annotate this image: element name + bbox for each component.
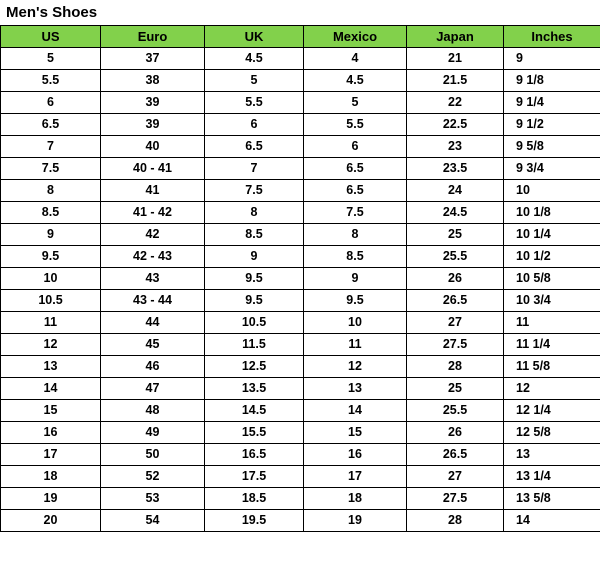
cell-uk: 8 (205, 202, 304, 224)
cell-mexico: 8.5 (304, 246, 407, 268)
column-header-us: US (1, 26, 101, 48)
cell-mexico: 8 (304, 224, 407, 246)
cell-inches: 9 (504, 48, 600, 70)
cell-mexico: 12 (304, 356, 407, 378)
table-row (1, 114, 600, 136)
cell-uk: 6.5 (205, 136, 304, 158)
cell-uk: 17.5 (205, 466, 304, 488)
cell-us: 7.5 (1, 158, 101, 180)
table-row (1, 334, 600, 356)
cell-japan: 21.5 (407, 70, 504, 92)
cell-mexico: 15 (304, 422, 407, 444)
table-row (1, 422, 600, 444)
table-row (1, 92, 600, 114)
page-title: Men's Shoes (6, 4, 98, 21)
cell-japan: 27 (407, 312, 504, 334)
cell-inches: 10 1/2 (504, 246, 600, 268)
cell-inches: 10 (504, 180, 600, 202)
cell-inches: 10 5/8 (504, 268, 600, 290)
cell-euro: 44 (101, 312, 205, 334)
cell-japan: 28 (407, 356, 504, 378)
mens-shoes-size-table (0, 25, 600, 532)
cell-mexico: 9 (304, 268, 407, 290)
cell-uk: 18.5 (205, 488, 304, 510)
cell-us: 20 (1, 510, 101, 532)
cell-inches: 9 1/8 (504, 70, 600, 92)
table-row (1, 466, 600, 488)
cell-uk: 5 (205, 70, 304, 92)
cell-japan: 28 (407, 510, 504, 532)
cell-uk: 9.5 (205, 268, 304, 290)
cell-euro: 38 (101, 70, 205, 92)
table-row (1, 290, 600, 312)
cell-us: 8 (1, 180, 101, 202)
column-header-japan: Japan (407, 26, 504, 48)
cell-mexico: 9.5 (304, 290, 407, 312)
cell-mexico: 18 (304, 488, 407, 510)
cell-euro: 43 - 44 (101, 290, 205, 312)
cell-japan: 26 (407, 268, 504, 290)
table-row (1, 158, 600, 180)
cell-euro: 41 - 42 (101, 202, 205, 224)
cell-euro: 42 - 43 (101, 246, 205, 268)
cell-japan: 26 (407, 422, 504, 444)
cell-uk: 13.5 (205, 378, 304, 400)
cell-japan: 27.5 (407, 488, 504, 510)
cell-euro: 47 (101, 378, 205, 400)
cell-us: 5.5 (1, 70, 101, 92)
cell-mexico: 6 (304, 136, 407, 158)
cell-inches: 12 (504, 378, 600, 400)
cell-japan: 21 (407, 48, 504, 70)
column-header-inches: Inches (504, 26, 600, 48)
table-header-row (1, 26, 600, 48)
cell-mexico: 5 (304, 92, 407, 114)
cell-mexico: 7.5 (304, 202, 407, 224)
cell-japan: 22 (407, 92, 504, 114)
column-header-uk: UK (205, 26, 304, 48)
cell-inches: 9 3/4 (504, 158, 600, 180)
cell-japan: 23 (407, 136, 504, 158)
cell-uk: 9 (205, 246, 304, 268)
cell-us: 10.5 (1, 290, 101, 312)
cell-uk: 9.5 (205, 290, 304, 312)
cell-us: 10 (1, 268, 101, 290)
cell-uk: 4.5 (205, 48, 304, 70)
cell-us: 8.5 (1, 202, 101, 224)
cell-japan: 24 (407, 180, 504, 202)
cell-japan: 22.5 (407, 114, 504, 136)
cell-euro: 48 (101, 400, 205, 422)
cell-euro: 40 (101, 136, 205, 158)
cell-inches: 9 1/2 (504, 114, 600, 136)
cell-mexico: 6.5 (304, 180, 407, 202)
cell-us: 13 (1, 356, 101, 378)
table-row (1, 202, 600, 224)
cell-inches: 9 1/4 (504, 92, 600, 114)
cell-japan: 26.5 (407, 290, 504, 312)
cell-japan: 25 (407, 224, 504, 246)
table-row (1, 136, 600, 158)
table-row (1, 268, 600, 290)
cell-inches: 10 3/4 (504, 290, 600, 312)
cell-uk: 10.5 (205, 312, 304, 334)
table-row (1, 224, 600, 246)
cell-inches: 13 5/8 (504, 488, 600, 510)
cell-us: 19 (1, 488, 101, 510)
cell-inches: 9 5/8 (504, 136, 600, 158)
cell-inches: 14 (504, 510, 600, 532)
table-row (1, 444, 600, 466)
cell-mexico: 13 (304, 378, 407, 400)
cell-mexico: 17 (304, 466, 407, 488)
table-row (1, 488, 600, 510)
cell-inches: 13 1/4 (504, 466, 600, 488)
table-row (1, 70, 600, 92)
cell-us: 6 (1, 92, 101, 114)
cell-mexico: 4 (304, 48, 407, 70)
cell-inches: 12 1/4 (504, 400, 600, 422)
cell-euro: 46 (101, 356, 205, 378)
cell-inches: 11 (504, 312, 600, 334)
cell-euro: 53 (101, 488, 205, 510)
cell-mexico: 5.5 (304, 114, 407, 136)
cell-us: 9.5 (1, 246, 101, 268)
cell-japan: 25.5 (407, 400, 504, 422)
cell-us: 12 (1, 334, 101, 356)
cell-uk: 19.5 (205, 510, 304, 532)
cell-us: 9 (1, 224, 101, 246)
table-row (1, 48, 600, 70)
cell-japan: 24.5 (407, 202, 504, 224)
table-row (1, 378, 600, 400)
cell-uk: 5.5 (205, 92, 304, 114)
cell-japan: 23.5 (407, 158, 504, 180)
cell-us: 14 (1, 378, 101, 400)
cell-inches: 11 5/8 (504, 356, 600, 378)
cell-uk: 12.5 (205, 356, 304, 378)
table-body (1, 48, 600, 532)
cell-euro: 40 - 41 (101, 158, 205, 180)
table-row (1, 246, 600, 268)
cell-mexico: 10 (304, 312, 407, 334)
cell-us: 15 (1, 400, 101, 422)
cell-uk: 8.5 (205, 224, 304, 246)
cell-mexico: 11 (304, 334, 407, 356)
cell-uk: 16.5 (205, 444, 304, 466)
cell-uk: 7.5 (205, 180, 304, 202)
cell-japan: 25 (407, 378, 504, 400)
cell-us: 11 (1, 312, 101, 334)
cell-euro: 45 (101, 334, 205, 356)
cell-euro: 39 (101, 92, 205, 114)
cell-euro: 39 (101, 114, 205, 136)
table-row (1, 312, 600, 334)
cell-euro: 42 (101, 224, 205, 246)
table-row (1, 400, 600, 422)
cell-euro: 50 (101, 444, 205, 466)
cell-mexico: 19 (304, 510, 407, 532)
cell-us: 5 (1, 48, 101, 70)
cell-us: 7 (1, 136, 101, 158)
table-header (1, 26, 600, 48)
column-header-euro: Euro (101, 26, 205, 48)
cell-euro: 41 (101, 180, 205, 202)
cell-uk: 15.5 (205, 422, 304, 444)
cell-inches: 13 (504, 444, 600, 466)
cell-japan: 26.5 (407, 444, 504, 466)
cell-japan: 27.5 (407, 334, 504, 356)
bottom-spacer (0, 532, 600, 556)
cell-euro: 52 (101, 466, 205, 488)
cell-mexico: 14 (304, 400, 407, 422)
cell-mexico: 4.5 (304, 70, 407, 92)
cell-inches: 11 1/4 (504, 334, 600, 356)
cell-euro: 37 (101, 48, 205, 70)
cell-mexico: 16 (304, 444, 407, 466)
table-row (1, 356, 600, 378)
cell-japan: 25.5 (407, 246, 504, 268)
cell-euro: 54 (101, 510, 205, 532)
cell-uk: 11.5 (205, 334, 304, 356)
column-header-mexico: Mexico (304, 26, 407, 48)
cell-uk: 7 (205, 158, 304, 180)
cell-uk: 14.5 (205, 400, 304, 422)
cell-inches: 12 5/8 (504, 422, 600, 444)
cell-japan: 27 (407, 466, 504, 488)
cell-inches: 10 1/8 (504, 202, 600, 224)
cell-us: 18 (1, 466, 101, 488)
cell-us: 6.5 (1, 114, 101, 136)
table-row (1, 510, 600, 532)
cell-mexico: 6.5 (304, 158, 407, 180)
cell-euro: 43 (101, 268, 205, 290)
cell-us: 16 (1, 422, 101, 444)
cell-euro: 49 (101, 422, 205, 444)
cell-uk: 6 (205, 114, 304, 136)
cell-us: 17 (1, 444, 101, 466)
table-row (1, 180, 600, 202)
cell-inches: 10 1/4 (504, 224, 600, 246)
